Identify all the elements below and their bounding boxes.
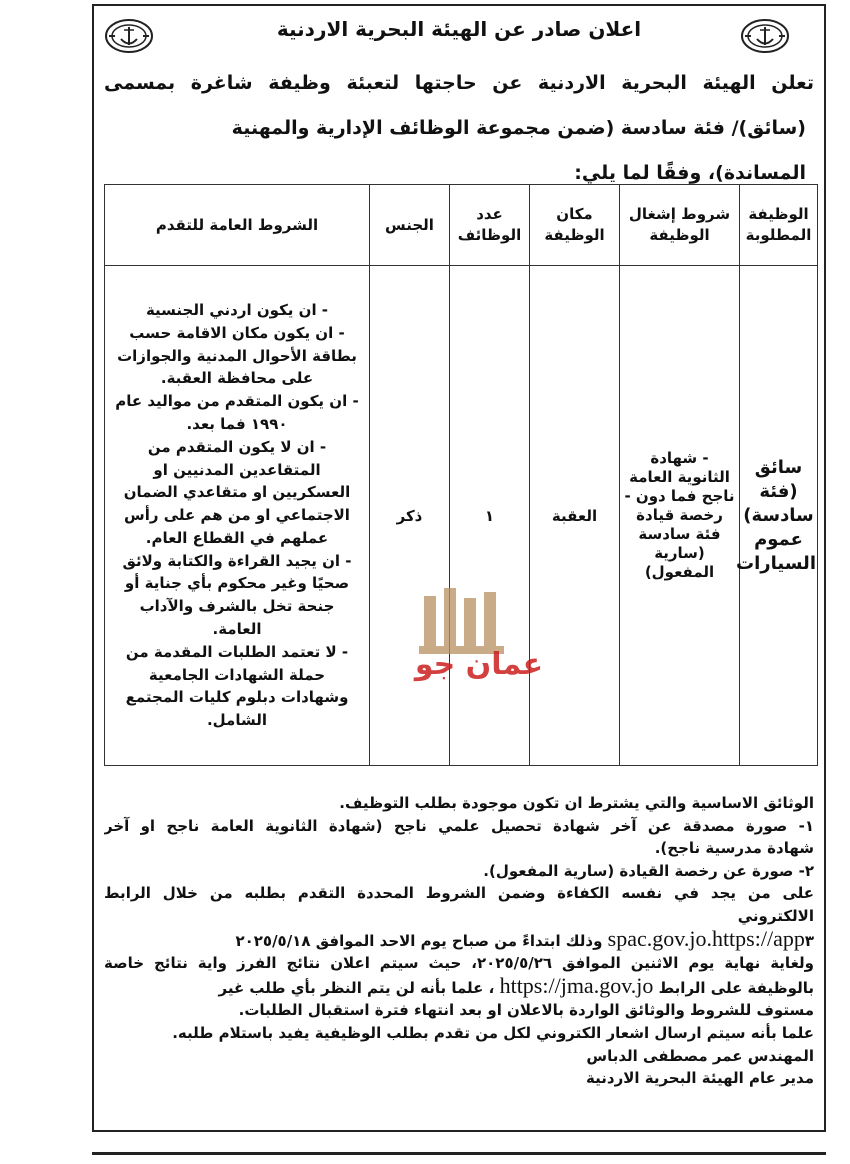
bottom-divider — [92, 1152, 826, 1155]
watermark-logo — [384, 586, 554, 696]
apply-line-a: على من يجد في نفسه الكفاءة وضمن الشروط المحددة التقدم بطلبه من خلال الرابط — [104, 884, 814, 903]
header-gender: الجنس — [370, 185, 450, 266]
condition-item: - ان يكون اردني الجنسية — [145, 300, 329, 319]
page-title: اعلان صادر عن الهيئة البحرية الاردنية — [276, 17, 642, 41]
apply-e-post: ، علما بأنه لن يتم النظر بأي طلب غير — [218, 978, 495, 997]
apply-link-1[interactable]: spac.gov.jo.https://app — [607, 927, 805, 951]
apply-line-b: الالكتروني — [737, 906, 814, 925]
announcement-frame — [92, 4, 826, 1132]
doc-item-1b: شهادة مدرسية ناجح). — [654, 839, 814, 858]
condition-item: - ان يكون مكان الاقامة حسب بطاقة الأحوال المدنية والجوازات على محافظة العقبة. — [117, 323, 357, 388]
watermark-text: عمان جو — [414, 647, 544, 682]
cell-location: العقبة — [530, 266, 620, 766]
signer-title: مدير عام الهيئة البحرية الاردنية — [586, 1069, 814, 1088]
cell-count: ١ — [450, 266, 530, 766]
intro-line-2: (سائق)/ فئة سادسة (ضمن مجموعة الوظائف الإدارية والمهنية — [231, 117, 806, 139]
apply-line-g: علما بأنه سيتم ارسال اشعار الكتروني لكل من تقدم بطلب الوظيفية يفيد باستلام طلبه. — [172, 1023, 814, 1042]
apply-line-e — [104, 975, 814, 1000]
cell-requirements: - شهادة الثانوية العامة ناجح فما دون - رخصة قيادة فئة سادسة (سارية المفعول) — [620, 266, 740, 766]
intro-line-1: تعلن الهيئة البحرية الاردنية عن حاجتها لتعبئة وظيفة شاغرة بمسمى — [104, 72, 814, 94]
cell-job: سائق (فئة سادسة) عموم السيارات — [740, 266, 818, 766]
condition-item: - ان لا يكون المتقدم من المتقاعدين المدنيين او العسكريين او متقاعدي الضمان الاجتماعي او من هم على رأس عملهم في القطاع العام. — [123, 437, 351, 547]
apply-line-c — [104, 928, 814, 953]
apply-c-pre: ٣ — [804, 931, 814, 950]
intro-line-3: المساندة)، وفقًا لما يلي: — [574, 162, 806, 184]
condition-item: - ان يجيد القراءة والكتابة ولائق صحيًا وغير محكوم بأي جناية أو جنحة تخل بالشرف والآداب العامة. — [122, 551, 352, 639]
header-count: عدد الوظائف — [450, 185, 530, 266]
condition-item: - ان يكون المتقدم من مواليد عام ١٩٩٠ فما بعد. — [115, 392, 359, 433]
apply-c-text: وذلك ابتداءً من صباح يوم الاحد الموافق ٢٠٢٥/٥/١٨ — [235, 931, 603, 950]
condition-item: - لا تعتمد الطلبات المقدمة من حملة الشهادات الجامعية وشهادات دبلوم كليات المجتمع الشامل. — [125, 642, 349, 730]
intro-paragraph — [104, 61, 814, 196]
apply-link-2[interactable]: https://jma.gov.jo — [499, 974, 654, 998]
header-requirements: شروط إشغال الوظيفة — [620, 185, 740, 266]
docs-title: الوثائق الاساسية والتي يشترط ان تكون موجودة بطلب التوظيف. — [339, 794, 814, 812]
table-header-row — [105, 185, 818, 266]
cell-conditions — [105, 266, 370, 766]
header-job: الوظيفة المطلوبة — [740, 185, 818, 266]
notes-section — [104, 792, 814, 1090]
apply-e-pre: بالوظيفة على الرابط — [658, 978, 814, 997]
doc-item-2: ٢- صورة عن رخصة القيادة (سارية المفعول). — [483, 861, 814, 880]
apply-line-d: ولغاية نهاية يوم الاثنين الموافق ٢٠٢٥/٥/٢٦، حيث سيتم اعلان نتائج الفرز واية نتائج خاصة — [104, 954, 814, 973]
cell-gender: ذكر — [370, 266, 450, 766]
header-location: مكان الوظيفة — [530, 185, 620, 266]
doc-item-1a: ١- صورة مصدقة عن آخر شهادة تحصيل علمي ناجح (شهادة الثانوية العامة ناجح او آخر — [104, 816, 814, 835]
anchor-crest-icon — [104, 18, 154, 54]
apply-line-f: مستوف للشروط والوثائق الواردة بالاعلان او بعد انتهاء فترة استقبال الطلبات. — [238, 1001, 814, 1020]
signer-name: المهندس عمر مصطفى الدباس — [586, 1046, 814, 1065]
header-conditions: الشروط العامة للتقدم — [105, 185, 370, 266]
